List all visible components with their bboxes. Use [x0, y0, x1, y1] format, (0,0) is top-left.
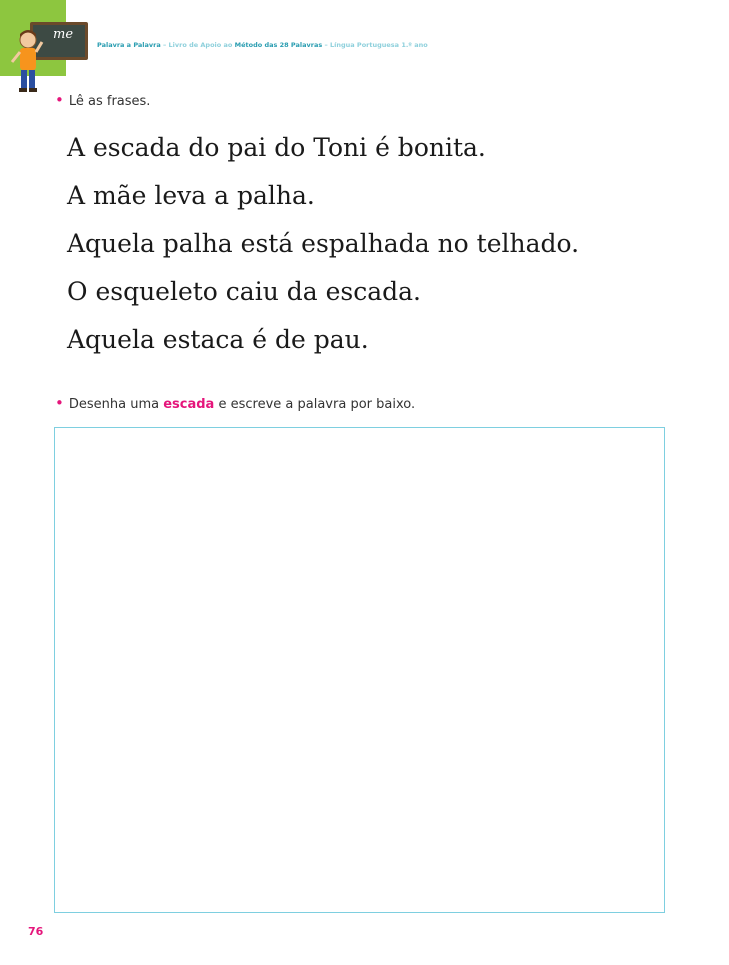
- bullet-icon: •: [55, 394, 64, 412]
- exercise2-instruction-before: Desenha uma: [68, 397, 164, 412]
- sentence-item: A escada do pai do Toni é bonita.: [67, 133, 486, 162]
- sentence-item: Aquela palha está espalhada no telhado.: [67, 229, 580, 258]
- sentence-list: [67, 124, 579, 364]
- bullet-icon: •: [55, 91, 64, 109]
- header-method: Método das 28 Palavras: [234, 41, 323, 49]
- exercise1-instruction: [55, 91, 150, 109]
- exercise1-instruction-text: Lê as frases.: [68, 94, 151, 109]
- header-subject: – Língua Portuguesa 1.º ano: [322, 41, 428, 49]
- teacher-character-icon: [8, 28, 48, 96]
- header-book-title: Palavra a Palavra: [97, 41, 161, 49]
- sentence-item: O esqueleto caiu da escada.: [67, 277, 421, 306]
- page-header: [97, 41, 428, 49]
- drawing-area[interactable]: [54, 427, 665, 913]
- sentence-item: Aquela estaca é de pau.: [67, 325, 369, 354]
- highlight-word: escada: [163, 397, 215, 412]
- chalkboard-text: me: [53, 27, 74, 42]
- exercise2-instruction-after: e escreve a palavra por baixo.: [214, 397, 416, 412]
- sentence-item: A mãe leva a palha.: [67, 181, 315, 210]
- page-number: 76: [28, 925, 44, 938]
- header-subtitle: – Livro de Apoio ao: [160, 41, 235, 49]
- exercise2-instruction: [55, 394, 415, 412]
